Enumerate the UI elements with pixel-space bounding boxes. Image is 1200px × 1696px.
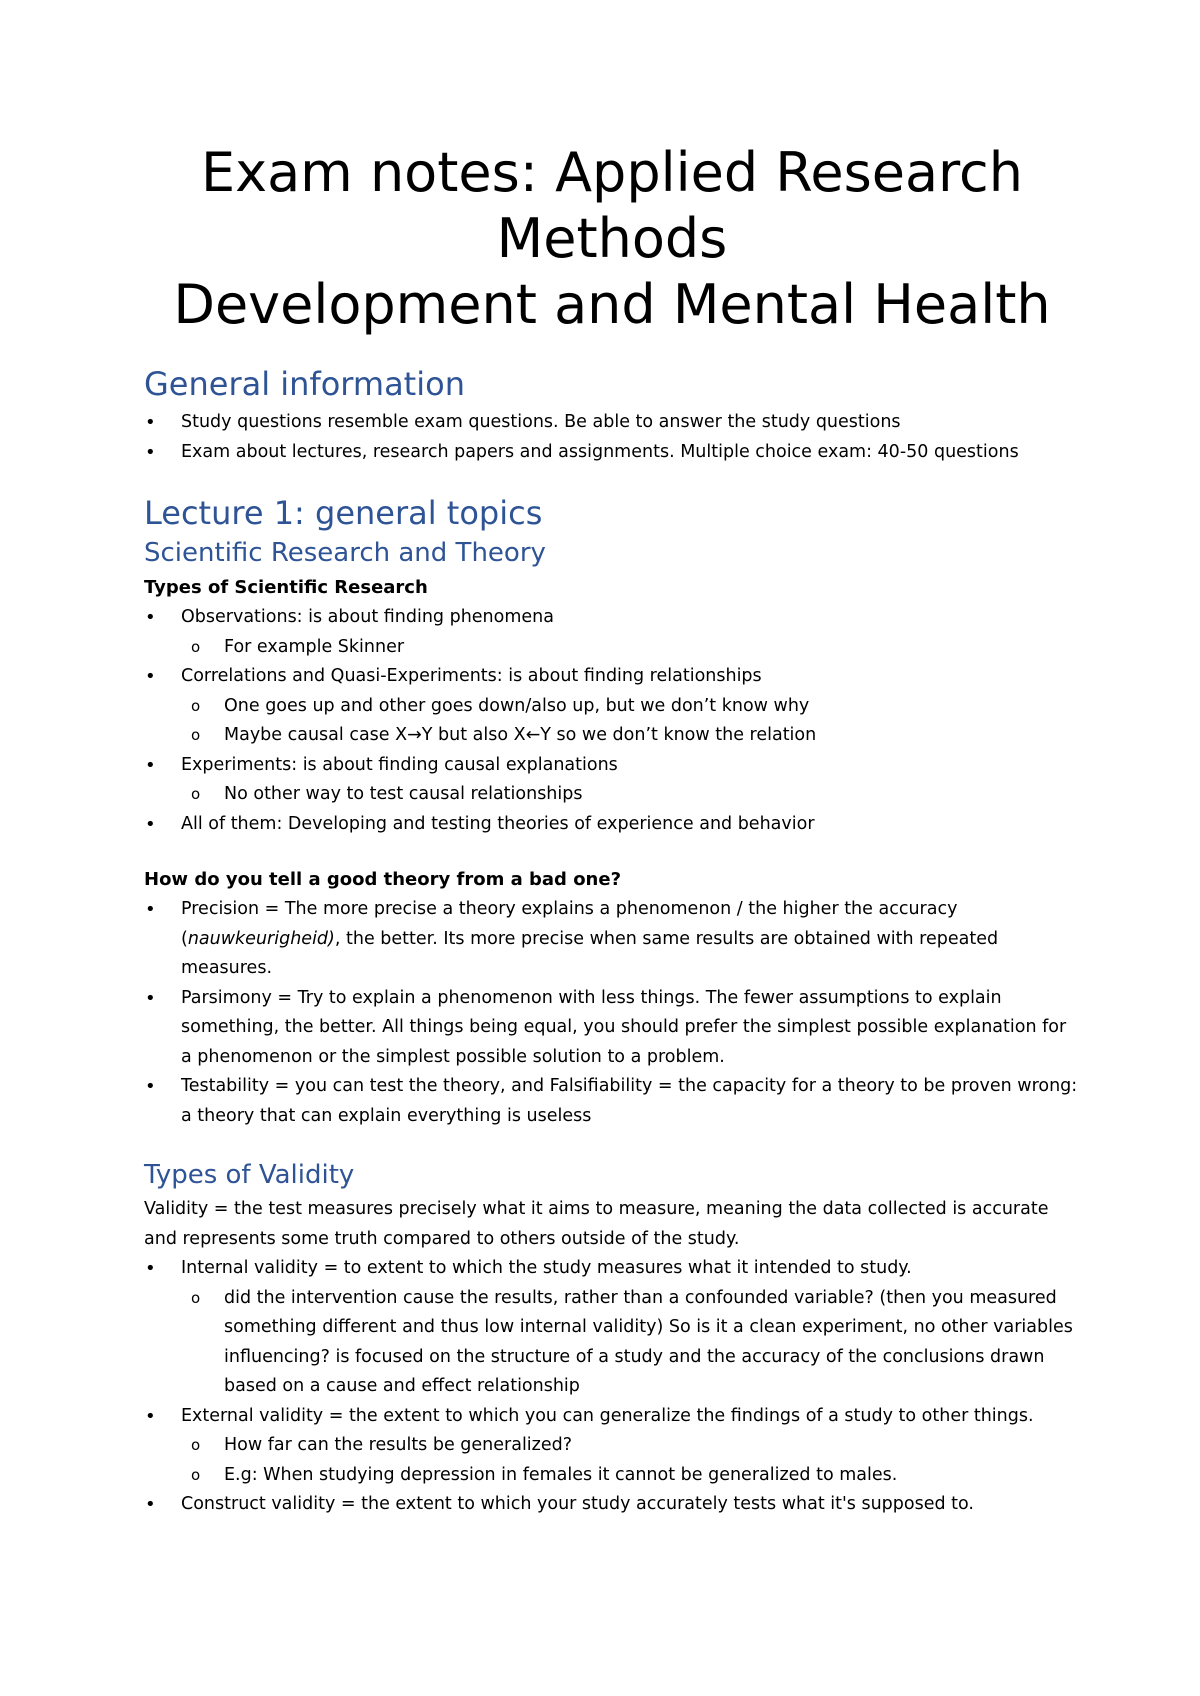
sub-list-item: o No other way to test causal relationships — [181, 780, 1080, 810]
sub-list — [181, 633, 1080, 663]
list-item-precision — [144, 895, 1080, 984]
sub-list-item: o E.g: When studying depression in females it cannot be generalized to males. — [181, 1461, 1080, 1491]
title-line-3: Development and Mental Health — [173, 273, 1051, 336]
sub-list — [181, 1431, 1080, 1490]
list-item-text: Internal validity = to extent to which the study measures what it intended to study. — [181, 1258, 912, 1278]
list-item-text: Experiments: is about finding causal explanations — [181, 754, 618, 775]
good-theory-heading: How do you tell a good theory from a bad one? — [144, 869, 622, 890]
list-item-text: External validity = the extent to which you can generalize the findings of a study to other things. — [181, 1405, 1034, 1426]
types-of-research-heading: Types of Scientific Research — [144, 577, 428, 598]
list-item-construct-validity: • Construct validity = the extent to which your study accurately tests what it's supposed to. — [144, 1490, 1080, 1520]
sub-list — [181, 780, 1080, 810]
list-item: • Study questions resemble exam questions. Be able to answer the study questions — [144, 408, 1080, 438]
scientific-research-heading: Scientific Research and Theory — [144, 538, 546, 568]
sub-list — [181, 692, 1080, 751]
precision-text-a: Precision = The more precise a theory explains a phenomenon / the higher the accuracy ( — [181, 899, 958, 949]
list-item-internal-validity — [144, 1254, 1080, 1402]
precision-text-italic: nauwkeurigheid) — [187, 928, 335, 949]
sub-list-item: o For example Skinner — [181, 633, 1080, 663]
sub-list-item: o Maybe causal case X→Y but also X←Y so we don’t know the relation — [181, 721, 1080, 751]
lecture-1-heading: Lecture 1: general topics — [144, 494, 543, 532]
title-line-2: Methods — [496, 207, 728, 270]
list-item-text: Correlations and Quasi-Experiments: is about finding relationships — [181, 666, 762, 686]
sub-list — [181, 1284, 1080, 1402]
validity-list — [144, 1254, 1080, 1520]
sub-list-item: o did the intervention cause the results, rather than a confounded variable? (then you measured something different and thus low internal validity) So is it a clean experiment, no other variables influencing? is focused on the structure of a study and the accuracy of the conclusions drawn based on a cause and effect relationship — [181, 1284, 1080, 1402]
sub-list-item: o How far can the results be generalized? — [181, 1431, 1080, 1461]
list-item-correlations — [144, 662, 1080, 751]
types-of-research-list — [144, 603, 1080, 839]
list-item-experiments — [144, 751, 1080, 810]
general-information-heading: General information — [144, 365, 465, 403]
list-item-testability: • Testability = you can test the theory, and Falsifiability = the capacity for a theory to be proven wrong: a theory that can explain everything is useless — [144, 1072, 1080, 1131]
good-theory-list — [144, 895, 1080, 1131]
list-item-all-of-them: • All of them: Developing and testing theories of experience and behavior — [144, 810, 1080, 840]
sub-list-item: o One goes up and other goes down/also up, but we don’t know why — [181, 692, 1080, 722]
list-item-text: Observations: is about finding phenomena — [181, 607, 554, 627]
general-information-list — [144, 408, 1080, 467]
document-content — [144, 140, 1080, 1520]
list-item-observations — [144, 603, 1080, 662]
types-of-validity-heading: Types of Validity — [144, 1160, 355, 1190]
document-title — [144, 140, 1080, 338]
title-line-1: Exam notes: Applied Research — [201, 141, 1023, 204]
list-item-external-validity — [144, 1402, 1080, 1491]
precision-text-b: , the better. Its more precise when same results are obtained with repeated measures. — [181, 928, 999, 978]
list-item-parsimony: • Parsimony = Try to explain a phenomenon with less things. The fewer assumptions to explain something, the better. All things being equal, you should prefer the simplest possible explanation for a phenomenon or the simplest possible solution to a problem. — [144, 984, 1080, 1073]
validity-intro: Validity = the test measures precisely what it aims to measure, meaning the data collected is accurate and represents some truth compared to others outside of the study. — [144, 1199, 1049, 1249]
list-item: • Exam about lectures, research papers and assignments. Multiple choice exam: 40-50 questions — [144, 438, 1080, 468]
